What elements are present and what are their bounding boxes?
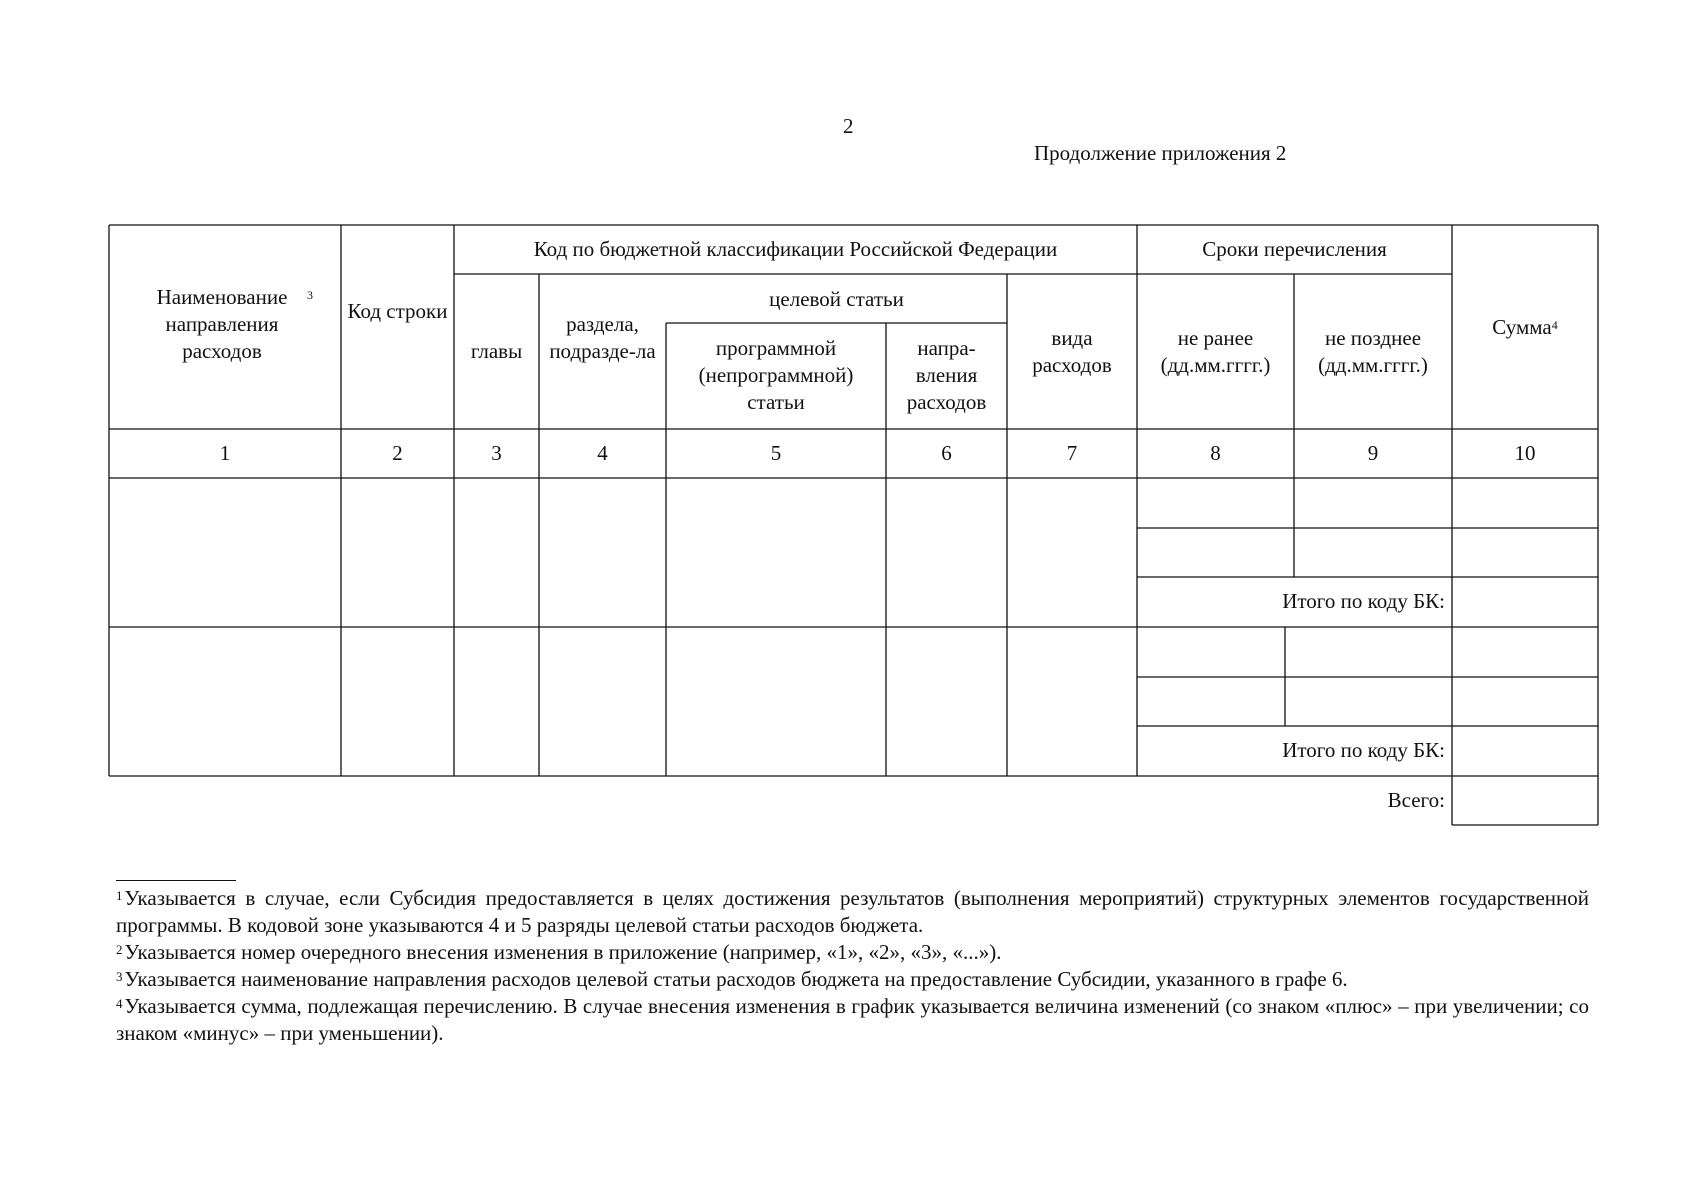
footnote-divider [116, 880, 236, 881]
footnote-mark: 1 [116, 888, 123, 903]
col-number-3: 3 [491, 441, 502, 465]
footnote-1 [116, 885, 1589, 939]
footnote-text: Указывается наименование направления расходов целевой статьи расходов бюджета на предоставление Субсидии, указанного в графе 6. [124, 967, 1348, 991]
col-direction-header: напра-вления расходов [906, 336, 987, 414]
continuation-title: Продолжение приложения 2 [1034, 141, 1287, 165]
footnote-ref-3: 3 [307, 288, 313, 302]
footnote-mark: 3 [116, 969, 123, 984]
col-number-7: 7 [1066, 441, 1078, 465]
footnote-text: Указывается номер очередного внесения изменения в приложение (например, «1», «2», «3», «...»). [124, 940, 1002, 964]
col-sum-header [1452, 314, 1598, 341]
col-name-label: Наименование направления расходов [156, 285, 288, 363]
col-not-before-header: не ранее (дд.мм.гггг.) [1160, 326, 1271, 377]
col-sum-label: Сумма [1492, 315, 1552, 339]
footnote-mark: 2 [116, 942, 123, 957]
footnote-3 [116, 966, 1589, 993]
group-target-header: целевой статьи [769, 287, 904, 311]
footnotes [116, 885, 1589, 1047]
group-terms-header: Сроки перечисления [1202, 237, 1387, 261]
footnote-text: Указывается в случае, если Субсидия предоставляется в целях достижения результатов (выполнения мероприятий) структурных элементов государственной программы. В кодовой зоне указываются 4 и 5 разряды целевой статьи расходов бюджета. [116, 886, 1589, 937]
col-number-2: 2 [392, 441, 403, 465]
col-number-9: 9 [1367, 441, 1379, 465]
footnote-text: Указывается сумма, подлежащая перечислению. В случае внесения изменения в график указывается величина изменений (со знаком «плюс» – при увеличении; со знаком «минус» – при уменьшении). [116, 994, 1589, 1045]
col-number-1: 1 [219, 441, 231, 465]
total-label: Всего: [1387, 788, 1445, 812]
col-name-header [109, 284, 341, 365]
page-number: 2 [843, 114, 854, 138]
col-code-header: Код строки [347, 299, 448, 323]
col-section-header: раздела, подразде-ла [549, 312, 656, 363]
footnote-mark: 4 [116, 996, 123, 1011]
col-number-6: 6 [941, 441, 952, 465]
subtotal-label-2: Итого по коду БК: [1282, 738, 1445, 762]
footnote-4 [116, 993, 1589, 1047]
col-program-header: программной (непрограммной) статьи [698, 336, 854, 414]
col-number-4: 4 [597, 441, 608, 465]
footnote-ref-4: 4 [1551, 318, 1558, 332]
col-chapter-header: главы [470, 339, 523, 363]
footnote-2 [116, 939, 1589, 966]
col-number-5: 5 [770, 441, 782, 465]
group-kbk-header: Код по бюджетной классификации Российской Федерации [533, 237, 1058, 261]
col-number-10: 10 [1514, 441, 1536, 465]
col-number-8: 8 [1210, 441, 1221, 465]
subtotal-label-1: Итого по коду БК: [1282, 589, 1445, 613]
col-kind-header: вида расходов [1032, 326, 1112, 377]
col-not-after-header: не позднее (дд.мм.гггг.) [1318, 326, 1428, 377]
